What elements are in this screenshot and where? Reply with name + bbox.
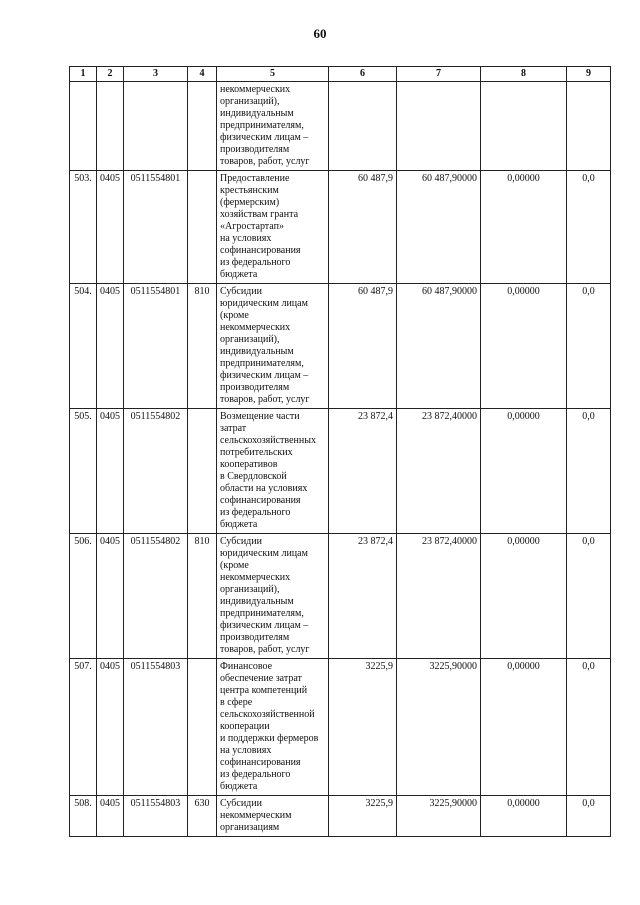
- description-line: организациям: [220, 822, 280, 833]
- expense-type-cell: 810: [188, 284, 217, 409]
- federal-amount-cell: 0,00000: [481, 796, 567, 837]
- description-line: некоммерческих: [220, 322, 291, 333]
- amount-detailed-cell: 60 487,90000: [397, 171, 481, 284]
- description-line: на условиях: [220, 233, 272, 244]
- expense-type-cell: 630: [188, 796, 217, 837]
- percent-cell: 0,0: [567, 659, 611, 796]
- header-cell: 9: [567, 67, 611, 82]
- amount-detailed-cell: 3225,90000: [397, 796, 481, 837]
- description-cell: [217, 534, 329, 659]
- target-code-cell: 0511554801: [124, 284, 188, 409]
- description-line: затрат: [220, 423, 247, 434]
- header-cell: 7: [397, 67, 481, 82]
- federal-amount-cell: 0,00000: [481, 659, 567, 796]
- description-line: сельскохозяйственной: [220, 709, 315, 720]
- percent-cell: 0,0: [567, 534, 611, 659]
- description-line: физическим лицам –: [220, 620, 309, 631]
- description-line: потребительских: [220, 447, 293, 458]
- description-line: в сфере: [220, 697, 253, 708]
- header-cell: 6: [329, 67, 397, 82]
- expense-type-cell: [188, 82, 217, 171]
- amount-detailed-cell: [397, 82, 481, 171]
- page-number: 60: [313, 26, 327, 41]
- description-line: некоммерческим: [220, 810, 292, 821]
- amount-detailed-cell: 23 872,40000: [397, 534, 481, 659]
- description-line: индивидуальным: [220, 108, 294, 119]
- amount-detailed-cell: 3225,90000: [397, 659, 481, 796]
- amount-cell: [329, 82, 397, 171]
- header-cell: 5: [217, 67, 329, 82]
- table-row: [70, 409, 611, 534]
- description-line: юридическим лицам: [220, 298, 308, 309]
- description-line: из федерального: [220, 769, 291, 780]
- amount-cell: 23 872,4: [329, 534, 397, 659]
- target-code-cell: 0511554802: [124, 534, 188, 659]
- section-code-cell: 0405: [97, 409, 124, 534]
- description-line: предпринимателям,: [220, 608, 304, 619]
- description-line: (кроме: [220, 560, 249, 571]
- description-line: обеспечение затрат: [220, 673, 302, 684]
- amount-cell: 3225,9: [329, 796, 397, 837]
- description-line: области на условиях: [220, 483, 308, 494]
- amount-detailed-cell: 23 872,40000: [397, 409, 481, 534]
- description-line: Субсидии: [220, 798, 262, 809]
- description-line: Предоставление: [220, 173, 290, 184]
- federal-amount-cell: 0,00000: [481, 409, 567, 534]
- description-line: организаций),: [220, 96, 280, 107]
- description-line: некоммерческих: [220, 572, 291, 583]
- header-cell: 1: [70, 67, 97, 82]
- row-number-cell: 507.: [70, 659, 97, 796]
- row-number-cell: 506.: [70, 534, 97, 659]
- description-line: бюджета: [220, 269, 258, 280]
- description-line: предпринимателям,: [220, 358, 304, 369]
- description-cell: [217, 171, 329, 284]
- description-line: индивидуальным: [220, 596, 294, 607]
- description-line: Субсидии: [220, 286, 262, 297]
- section-code-cell: [97, 82, 124, 171]
- table-row: [70, 82, 611, 171]
- row-number-cell: 504.: [70, 284, 97, 409]
- description-line: предпринимателям,: [220, 120, 304, 131]
- row-number-cell: [70, 82, 97, 171]
- percent-cell: [567, 82, 611, 171]
- table-row: [70, 284, 611, 409]
- row-number-cell: 505.: [70, 409, 97, 534]
- description-line: производителям: [220, 382, 290, 393]
- description-cell: [217, 82, 329, 171]
- expense-type-cell: [188, 171, 217, 284]
- description-line: Финансовое: [220, 661, 273, 672]
- header-cell: 8: [481, 67, 567, 82]
- description-line: на условиях: [220, 745, 272, 756]
- amount-cell: 60 487,9: [329, 284, 397, 409]
- description-line: товаров, работ, услуг: [220, 644, 310, 655]
- row-number-cell: 503.: [70, 171, 97, 284]
- description-line: из федерального: [220, 257, 291, 268]
- description-line: организаций),: [220, 334, 280, 345]
- section-code-cell: 0405: [97, 659, 124, 796]
- description-line: сельскохозяйственных: [220, 435, 316, 446]
- header-cell: 4: [188, 67, 217, 82]
- target-code-cell: 0511554802: [124, 409, 188, 534]
- federal-amount-cell: [481, 82, 567, 171]
- description-line: индивидуальным: [220, 346, 294, 357]
- description-line: Возмещение части: [220, 411, 300, 422]
- target-code-cell: 0511554803: [124, 796, 188, 837]
- description-line: кооперации: [220, 721, 270, 732]
- target-code-cell: 0511554801: [124, 171, 188, 284]
- description-cell: [217, 796, 329, 837]
- description-line: хозяйствам гранта: [220, 209, 299, 220]
- section-code-cell: 0405: [97, 284, 124, 409]
- target-code-cell: [124, 82, 188, 171]
- percent-cell: 0,0: [567, 409, 611, 534]
- description-line: физическим лицам –: [220, 370, 309, 381]
- description-line: софинансирования: [220, 757, 301, 768]
- description-line: (фермерским): [220, 197, 280, 208]
- description-line: и поддержки фермеров: [220, 733, 319, 744]
- description-line: центра компетенций: [220, 685, 308, 696]
- amount-cell: 23 872,4: [329, 409, 397, 534]
- description-cell: [217, 659, 329, 796]
- description-line: бюджета: [220, 781, 258, 792]
- description-line: производителям: [220, 144, 290, 155]
- budget-table: [69, 66, 611, 837]
- description-line: физическим лицам –: [220, 132, 309, 143]
- section-code-cell: 0405: [97, 534, 124, 659]
- table-row: [70, 796, 611, 837]
- description-cell: [217, 284, 329, 409]
- description-line: производителям: [220, 632, 290, 643]
- percent-cell: 0,0: [567, 171, 611, 284]
- federal-amount-cell: 0,00000: [481, 534, 567, 659]
- description-line: кооперативов: [220, 459, 278, 470]
- description-line: софинансирования: [220, 495, 301, 506]
- amount-detailed-cell: 60 487,90000: [397, 284, 481, 409]
- description-line: юридическим лицам: [220, 548, 308, 559]
- description-line: организаций),: [220, 584, 280, 595]
- table-row: [70, 534, 611, 659]
- description-line: из федерального: [220, 507, 291, 518]
- target-code-cell: 0511554803: [124, 659, 188, 796]
- percent-cell: 0,0: [567, 284, 611, 409]
- header-cell: 3: [124, 67, 188, 82]
- description-line: (кроме: [220, 310, 249, 321]
- table-row: [70, 659, 611, 796]
- description-line: крестьянским: [220, 185, 279, 196]
- description-line: бюджета: [220, 519, 258, 530]
- header-row: [70, 67, 611, 82]
- percent-cell: 0,0: [567, 796, 611, 837]
- expense-type-cell: [188, 659, 217, 796]
- amount-cell: 3225,9: [329, 659, 397, 796]
- description-line: товаров, работ, услуг: [220, 394, 310, 405]
- section-code-cell: 0405: [97, 171, 124, 284]
- description-line: товаров, работ, услуг: [220, 156, 310, 167]
- row-number-cell: 508.: [70, 796, 97, 837]
- table-row: [70, 171, 611, 284]
- federal-amount-cell: 0,00000: [481, 284, 567, 409]
- description-line: Субсидии: [220, 536, 262, 547]
- expense-type-cell: [188, 409, 217, 534]
- federal-amount-cell: 0,00000: [481, 171, 567, 284]
- section-code-cell: 0405: [97, 796, 124, 837]
- description-cell: [217, 409, 329, 534]
- expense-type-cell: 810: [188, 534, 217, 659]
- description-line: некоммерческих: [220, 84, 291, 95]
- header-cell: 2: [97, 67, 124, 82]
- description-line: в Свердловской: [220, 471, 287, 482]
- amount-cell: 60 487,9: [329, 171, 397, 284]
- description-line: софинансирования: [220, 245, 301, 256]
- description-line: «Агростартап»: [220, 221, 284, 232]
